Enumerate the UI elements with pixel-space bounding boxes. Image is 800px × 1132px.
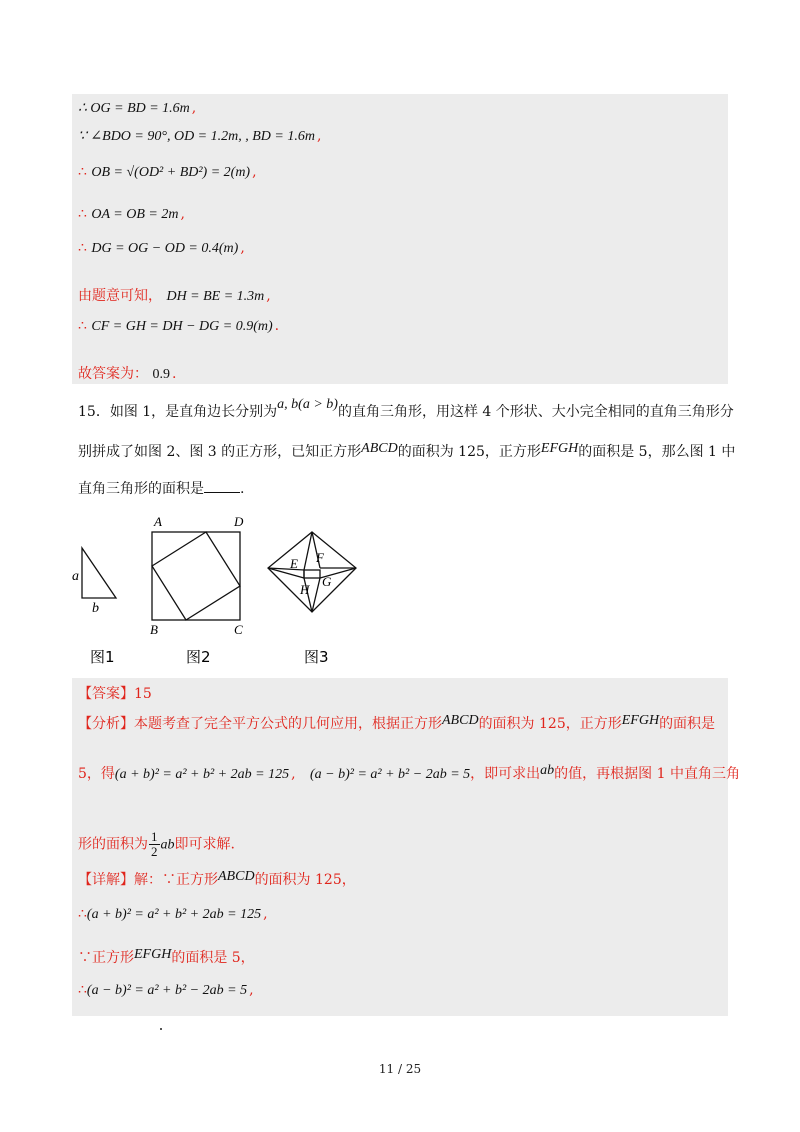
- fig1-label-a: a: [72, 569, 79, 584]
- fig3-caption: 图3: [304, 648, 329, 666]
- fraction-one-half: $\frac{1}{2}$: [151, 829, 158, 859]
- fig3-label-G: G: [322, 574, 332, 589]
- detail-line-2: ∴(a + b)² = a² + b² + 2ab = 125 ,: [78, 906, 268, 922]
- question-line-3: 直角三角形的面积是 .: [78, 478, 244, 499]
- question-line-1: 15．如图 1，是直角边长分别为a, b(a > b)的直角三角形，用这样 4 个形状、大小完全相同的直角三角形分: [78, 397, 734, 420]
- fig1-caption: 图1: [90, 648, 115, 666]
- detail-line-1: 【详解】解：∵正方形ABCD的面积为 125，: [78, 869, 356, 888]
- figure-3-square: [268, 532, 356, 612]
- solution-line-7: ∴ CF = GH = DH − DG = 0.9(m) .: [78, 318, 280, 334]
- page-number: 11 / 25: [378, 1062, 422, 1076]
- analysis-line-1: 【分析】本题考查了完全平方公式的几何应用，根据正方形ABCD的面积为 125，正方形EFGH的面积是: [78, 713, 716, 732]
- figure-1-triangle: [72, 548, 116, 616]
- solution-line-4: ∴ OA = OB = 2m ,: [78, 206, 185, 222]
- solution-line-6: 由题意可知， DH = BE = 1.3m ,: [78, 288, 271, 304]
- analysis-line-3: 形的面积为 $\frac{1}{2}$ ab即可求解.: [78, 829, 235, 859]
- solution-line-2: ∵ ∠BDO = 90°, OD = 1.2m, , BD = 1.6m ,: [78, 128, 322, 144]
- fig3-label-E: E: [290, 556, 298, 571]
- small-dot: [160, 1028, 162, 1030]
- answer-line: 【答案】15: [78, 686, 152, 702]
- solution-line-1: ∴ OG = BD = 1.6m ,: [78, 100, 197, 116]
- fig2-label-D: D: [234, 514, 244, 529]
- detail-line-4: ∴(a − b)² = a² + b² − 2ab = 5 ,: [78, 982, 254, 998]
- fig2-label-B: B: [150, 622, 158, 637]
- solution-line-5: ∴ DG = OG − OD = 0.4(m) ,: [78, 240, 245, 256]
- fig2-caption: 图2: [186, 648, 211, 666]
- fig2-label-C: C: [234, 622, 243, 637]
- fig1-label-b: b: [92, 601, 99, 616]
- detail-line-3: ∵正方形EFGH的面积是 5，: [78, 947, 255, 966]
- figures-svg: [60, 512, 380, 672]
- answer-blank: [204, 478, 240, 493]
- solution-line-3: ∴ OB = √(OD² + BD²) = 2(m) ,: [78, 164, 257, 180]
- question-line-2: 别拼成了如图 2、图 3 的正方形，已知正方形ABCD的面积为 125，正方形EFGH的面积是 5，那么图 1 中: [78, 441, 736, 460]
- solution-line-8: 故答案为： 0.9 .: [78, 366, 177, 382]
- fig3-label-F: F: [316, 550, 324, 565]
- figure-2-square: [150, 514, 244, 637]
- fig3-label-H: H: [300, 582, 310, 597]
- fig2-label-A: A: [154, 514, 162, 529]
- analysis-line-2: 5，得(a + b)² = a² + b² + 2ab = 125 , (a − b)² = a² + b² − 2ab = 5，即可求出ab的值，再根据图 1 中直角三角: [78, 763, 740, 782]
